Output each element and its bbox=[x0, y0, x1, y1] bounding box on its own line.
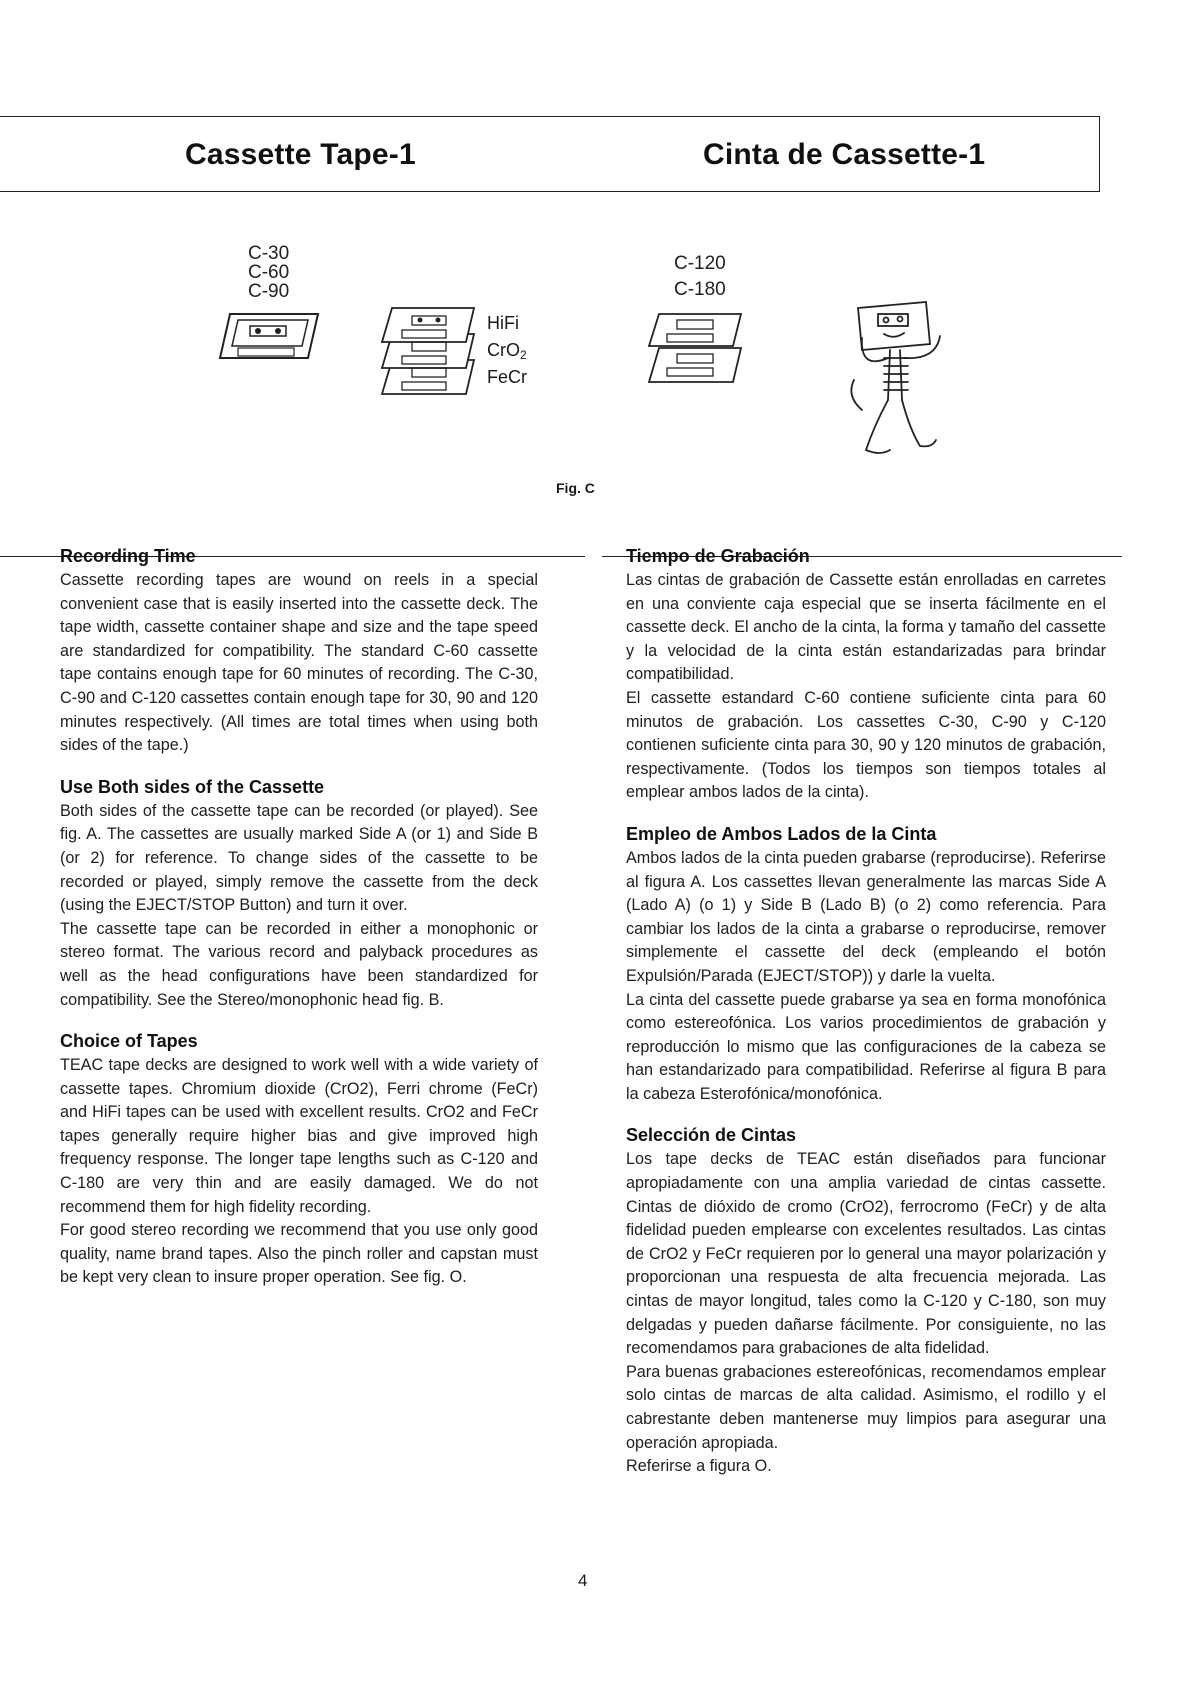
section-empleo-de-ambos-lados bbox=[626, 823, 1106, 1107]
section-heading: Choice of Tapes bbox=[60, 1031, 198, 1052]
section-tiempo-de-grabacion bbox=[626, 545, 1106, 805]
paragraph: Both sides of the cassette tape can be recorded (or played). See fig. A. The cassettes are usually marked Side A (or 1) and Side B (or 2) for reference. To change sides of the cassette to be recorded or played, simply remove the cassette from the deck (using the EJECT/STOP Button) and turn it over. bbox=[60, 801, 538, 915]
page-title-spanish: Cinta de Cassette-1 bbox=[703, 138, 986, 171]
spanish-column bbox=[626, 545, 1106, 1497]
section-heading: Selección de Cintas bbox=[626, 1125, 797, 1146]
paragraph: Ambos lados de la cinta pueden grabarse (reproducirse). Referirse al figura A. Los cassettes llevan generalmente las marcas Side A (Lado A) (o 1) y Side B (Lado B) (o 2) como referencia. Para cambiar los lados de la cinta a grabarse o reproducirse, remover simplemente el cassette del deck (empleando el botón Expulsión/Parada (EJECT/STOP)) y darle la vuelta. bbox=[626, 848, 1106, 985]
section-heading: Empleo de Ambos Lados de la Cinta bbox=[626, 823, 937, 844]
section-use-both-sides bbox=[60, 776, 538, 1012]
page-title-english: Cassette Tape-1 bbox=[185, 138, 416, 171]
tape-length-labels-right bbox=[674, 251, 726, 303]
figure-caption: Fig. C bbox=[556, 480, 595, 496]
tape-length-label: C-180 bbox=[674, 279, 726, 300]
tape-type-label: FeCr bbox=[487, 367, 527, 387]
paragraph: Referirse a figura O. bbox=[626, 1457, 772, 1476]
section-seleccion-de-cintas bbox=[626, 1124, 1106, 1478]
paragraph: The cassette tape can be recorded in either a monophonic or stereo format. The various record and palyback procedures as well as the head configurations have been standardized for compatibility. See the Stereo/monophonic head fig. B. bbox=[60, 919, 538, 1009]
section-heading: Recording Time bbox=[60, 546, 196, 566]
tape-length-label: C-90 bbox=[248, 281, 290, 302]
tape-length-label: C-120 bbox=[674, 253, 726, 274]
cassette-character-illustration bbox=[840, 300, 952, 468]
english-column bbox=[60, 545, 538, 1308]
paragraph: TEAC tape decks are designed to work well with a wide variety of cassette tapes. Chromium dioxide (CrO2), Ferri chrome (FeCr) and HiFi tapes can be used with excellent results. CrO2 and FeCr tapes generally require higher bias and give improved high frequency response. The longer tape lengths such as C-120 and C-180 are very thin and are easily damaged. We do not recommend them for high fidelity recording. bbox=[60, 1056, 538, 1216]
paragraph: For good stereo recording we recommend that you use only good quality, name brand tapes. Also the pinch roller and capstan must be kept very clean to insure proper operation. See fig. O. bbox=[60, 1221, 538, 1287]
tape-length-label: C-30 bbox=[248, 243, 290, 264]
paragraph: El cassette estandard C-60 contiene suficiente cinta para 60 minutos de grabación. Los cassettes C-30, C-90 y C-120 contienen suficiente cinta para 30, 90 y 120 minutos de grabación, respectivamente. (Todos los tiempos son tiempos totales al emplear ambos lados de la cinta). bbox=[626, 688, 1106, 802]
paragraph: La cinta del cassette puede grabarse ya sea en forma monofónica como estereofónica. Los varios procedimientos de grabación y reproducción lo mismo que las configuraciones de la cabeza se han estandarizado para compatibilidad. Referirse al figura B para la cabeza Esterofónica/monofónica. bbox=[626, 990, 1106, 1103]
tape-length-label: C-60 bbox=[248, 262, 290, 283]
cassette-illustration bbox=[218, 310, 322, 362]
long-cassettes-illustration bbox=[645, 310, 745, 384]
tape-type-label-cro2: CrO2 bbox=[487, 340, 527, 362]
paragraph: Cassette recording tapes are wound on reels in a special convenient case that is easily inserted into the cassette deck. The tape width, cassette container shape and size and the tape speed are standardized for compatibility. The standard C-60 cassette tape contains enough tape for 60 minutes of recording. The C-30, C-90 and C-120 cassettes contain enough tape for 30, 90 and 120 minutes respectively. (All times are total times when using both sides of the tape.) bbox=[60, 571, 538, 755]
paragraph: Las cintas de grabación de Cassette están enrolladas en carretes en una conviente caja especial que se inserta fácilmente en el cassette deck. El ancho de la cinta, la forma y tamaño del cassette y la velocidad de la cinta están estandarizadas para brindar compatibilidad. bbox=[626, 571, 1106, 684]
section-recording-time bbox=[60, 545, 538, 758]
paragraph: Para buenas grabaciones estereofónicas, recomendamos emplear solo cintas de marcas de alta calidad. Asimismo, el rodillo y el cabrestante deben mantenerse muy limpios para asegurar una operación apropiada. bbox=[626, 1362, 1106, 1452]
section-heading: Tiempo de Grabación bbox=[626, 546, 810, 566]
tape-length-labels-left bbox=[248, 244, 289, 301]
paragraph: Los tape decks de TEAC están diseñados para funcionar apropiadamente con una amplia variedad de cintas cassette. Cintas de dióxido de cromo (CrO2), ferrocromo (FeCr) y de alta fidelidad pueden emplearse con excelentes resultados. Las cintas de CrO2 y FeCr requieren por lo general una mayor polarización y proporcionan una respuesta de alta frecuencia mejorada. Las cintas de mayor longitud, tales como la C-120 y C-180, son muy delgadas y pueden dañarse fácilmente. Por consiguiente, no las recomendamos para grabaciones de alta fidelidad. bbox=[626, 1150, 1106, 1358]
stacked-cassettes-illustration bbox=[378, 304, 478, 396]
section-choice-of-tapes bbox=[60, 1030, 538, 1290]
section-heading: Use Both sides of the Cassette bbox=[60, 776, 325, 797]
tape-type-label: HiFi bbox=[487, 313, 519, 333]
page-number: 4 bbox=[578, 1571, 588, 1590]
tape-type-labels bbox=[487, 310, 527, 391]
